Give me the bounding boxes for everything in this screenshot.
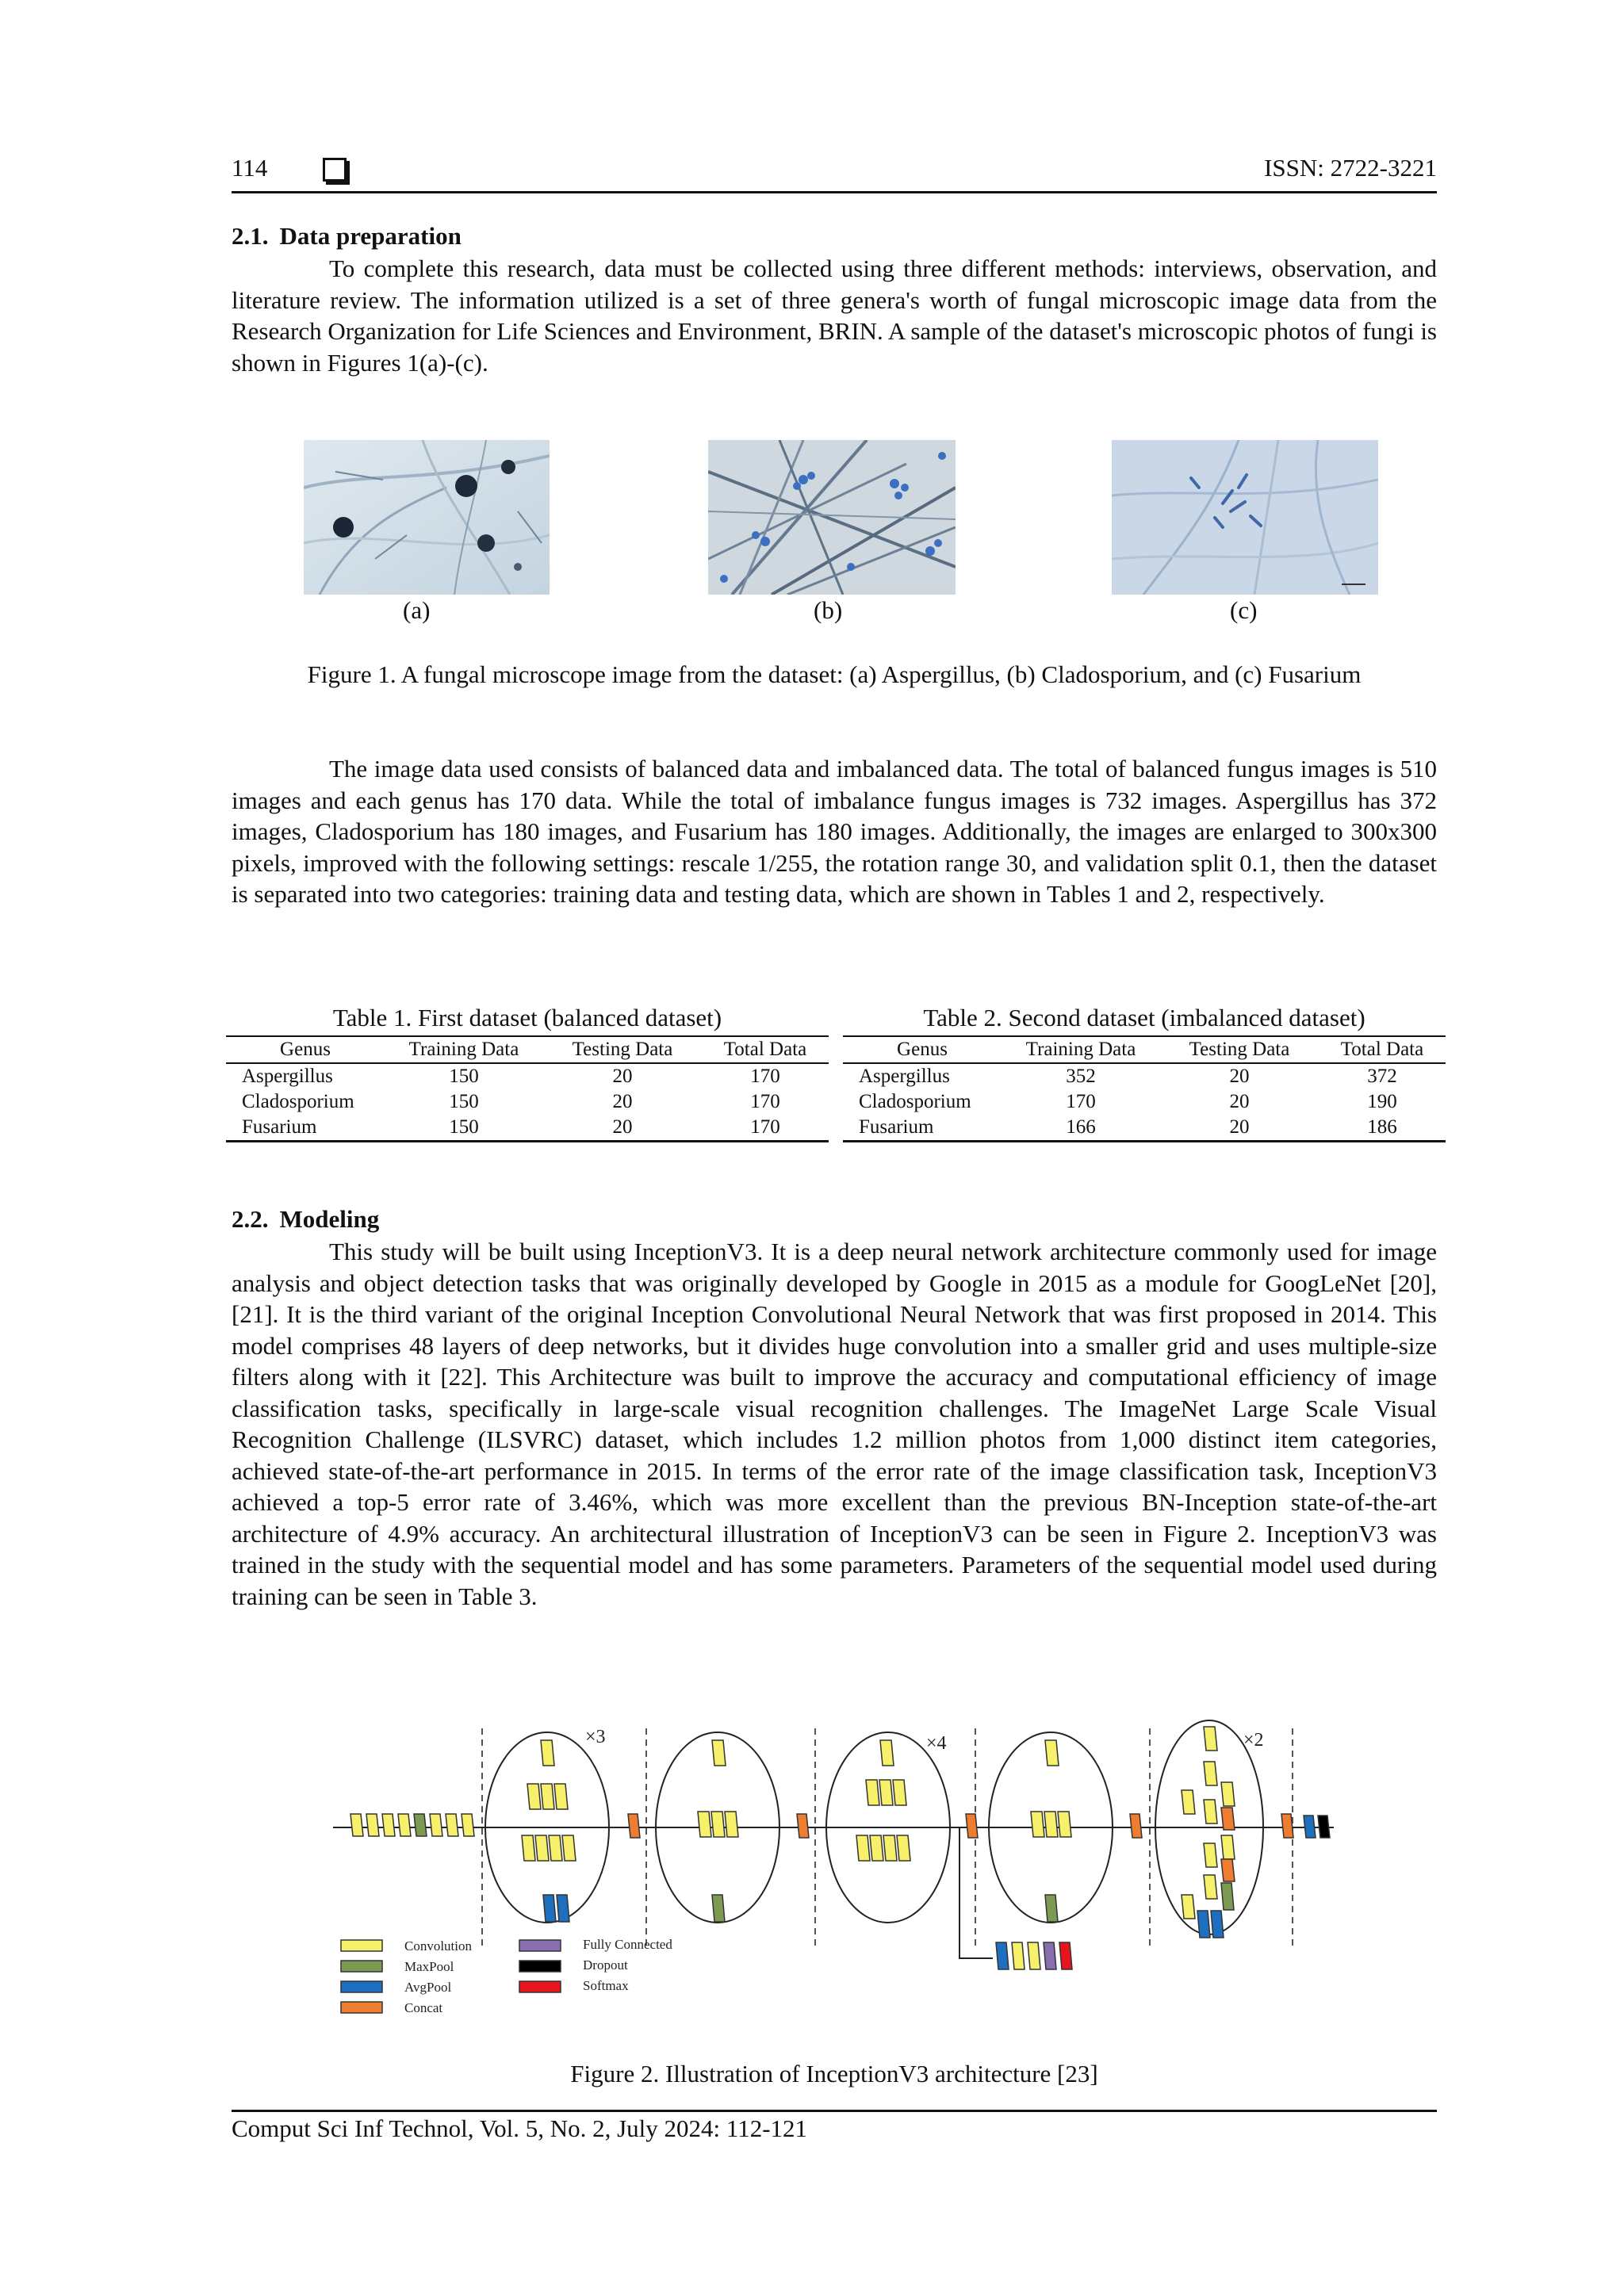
footer-rule bbox=[232, 2110, 1437, 2112]
table-cell: 170 bbox=[750, 1091, 780, 1112]
figure2-diagram bbox=[333, 1705, 1348, 2030]
repeat-label-x4: ×4 bbox=[926, 1733, 947, 1754]
repeat-label-x3: ×3 bbox=[585, 1727, 606, 1747]
table-cell: 20 bbox=[543, 1115, 702, 1142]
table-cell: 150 bbox=[449, 1066, 479, 1087]
figure1-image-fusarium bbox=[1112, 440, 1378, 595]
issn: ISSN: 2722-3221 bbox=[1264, 154, 1437, 182]
footer-citation: Comput Sci Inf Technol, Vol. 5, No. 2, July 2024: 112-121 bbox=[232, 2114, 808, 2142]
table-cell: 166 bbox=[1002, 1115, 1160, 1142]
table-cell: 20 bbox=[1229, 1066, 1250, 1087]
legend-dropout: Dropout bbox=[583, 1957, 628, 1973]
table-row bbox=[226, 1115, 829, 1142]
table2-header: Testing Data bbox=[1160, 1036, 1319, 1063]
table-cell: 190 bbox=[1367, 1091, 1397, 1112]
table2-header: Total Data bbox=[1319, 1036, 1446, 1063]
table-cell: 20 bbox=[612, 1091, 633, 1112]
page-number: 114 bbox=[232, 154, 268, 182]
paragraph-data-prep-2: The image data used consists of balanced data and imbalanced data. The total of balanced fungus images is 510 images and each genus has 170 data. While the total of imbalance fungus images is 732 images. Aspergillus has 372 images, Cladosporium has 180 images, and Fusarium has 180 images. Additionally, the images are enlarged to 300x300 pixels, improved with the following settings: rescale 1/255, the rotation range 30, and validation split 0.1, then the dataset is separated into two categories: training data and testing data, which are shown in Tables 1 and 2, respectively. bbox=[232, 755, 1437, 908]
table-row bbox=[226, 1089, 829, 1115]
section-heading-data-preparation bbox=[232, 222, 462, 251]
table-cell: Aspergillus bbox=[859, 1066, 950, 1087]
table-row bbox=[843, 1063, 1446, 1089]
figure2-caption: Figure 2. Illustration of InceptionV3 architecture [23] bbox=[570, 2060, 1098, 2087]
table-cell: 150 bbox=[449, 1091, 479, 1112]
figure1-image-aspergillus bbox=[304, 440, 550, 595]
table-cell: 150 bbox=[385, 1115, 543, 1142]
table1-header: Testing Data bbox=[543, 1036, 702, 1063]
figure1-label-b: (b) bbox=[814, 596, 843, 624]
legend-convolution: Convolution bbox=[404, 1938, 473, 1954]
paragraph-data-prep-1: To complete this research, data must be collected using three different methods: interviews, observation, and literature review. The information utilized is a set of three genera's worth of fungal microscopic image data from the Research Organization for Life Sciences and Environment, BRIN. A sample of the dataset's microscopic photos of fungi is shown in Figures 1(a)-(c). bbox=[232, 254, 1437, 377]
checkbox-icon bbox=[323, 158, 347, 182]
header-rule bbox=[232, 191, 1437, 193]
table1-caption: Table 1. First dataset (balanced dataset) bbox=[332, 1004, 722, 1031]
table1-header: Total Data bbox=[702, 1036, 829, 1063]
table-cell: 170 bbox=[750, 1066, 780, 1087]
section-number: 2.1. bbox=[232, 222, 269, 250]
legend-concat: Concat bbox=[404, 2000, 443, 2015]
table2-header: Training Data bbox=[1002, 1036, 1160, 1063]
figure1-caption: Figure 1. A fungal microscope image from the dataset: (a) Aspergillus, (b) Cladosporium, and (c) Fusarium bbox=[307, 660, 1362, 688]
paragraph-modeling-1: This study will be built using InceptionV3. It is a deep neural network architecture commonly used for image analysis and object detection tasks that was originally developed by Google in 2015 as a module for GoogLeNet [20], [21]. It is the third variant of the original Inception Convolutional Neural Network that was first proposed in 2014. This model comprises 48 layers of deep networks, but it divides huge convolution into a smaller grid and uses multiple-size filters along with it [22]. This Architecture was built to improve the accuracy and computational efficiency of image classification tasks, specifically in large-scale visual recognition challenges. The ImageNet Large Scale Visual Recognition Challenge (ILSVRC) dataset, which includes 1.2 million photos from 1,000 distinct item categories, achieved state-of-the-art performance in 2015. In terms of the error rate of the image classification task, InceptionV3 achieved a top-5 error rate of 3.46%, which was more excellent than the previous BN-Inception state-of-the-art architecture of 4.9% accuracy. An architectural illustration of InceptionV3 can be seen in Figure 2. InceptionV3 was trained in the study with the sequential model and has some parameters. Parameters of the sequential model used during training can be seen in Table 3. bbox=[232, 1238, 1437, 1610]
table-cell: Cladosporium bbox=[859, 1091, 971, 1112]
legend-maxpool: MaxPool bbox=[404, 1959, 454, 1974]
figure1-label-c: (c) bbox=[1230, 596, 1258, 624]
table2-caption: Table 2. Second dataset (imbalanced dataset) bbox=[923, 1004, 1365, 1031]
table-cell: 20 bbox=[612, 1066, 633, 1087]
table-cell: 20 bbox=[1229, 1091, 1250, 1112]
legend-avgpool: AvgPool bbox=[404, 1980, 452, 1995]
table-cell: Fusarium bbox=[843, 1115, 1002, 1142]
table-cell: 170 bbox=[702, 1115, 829, 1142]
table1 bbox=[226, 1035, 829, 1142]
section-heading-modeling bbox=[232, 1205, 379, 1234]
table-cell: Aspergillus bbox=[242, 1066, 333, 1087]
table-cell: Fusarium bbox=[226, 1115, 385, 1142]
table-cell: 372 bbox=[1367, 1066, 1397, 1087]
section-title: Modeling bbox=[279, 1205, 380, 1233]
repeat-label-x2: ×2 bbox=[1243, 1730, 1264, 1751]
section-title: Data preparation bbox=[279, 222, 462, 250]
figure1-label-a: (a) bbox=[403, 596, 431, 624]
table-cell: 352 bbox=[1066, 1066, 1096, 1087]
table-row bbox=[843, 1115, 1446, 1142]
table-cell: Cladosporium bbox=[242, 1091, 354, 1112]
legend-fully-connected: Fully Connected bbox=[583, 1937, 672, 1952]
table-cell: 20 bbox=[1160, 1115, 1319, 1142]
figure1-image-cladosporium bbox=[708, 440, 956, 595]
table2-header: Genus bbox=[843, 1036, 1002, 1063]
section-number: 2.2. bbox=[232, 1205, 269, 1233]
table2 bbox=[843, 1035, 1446, 1142]
table-cell: 186 bbox=[1319, 1115, 1446, 1142]
table-cell: 170 bbox=[1066, 1091, 1096, 1112]
table1-header: Genus bbox=[226, 1036, 385, 1063]
legend-softmax: Softmax bbox=[583, 1978, 629, 1993]
table-row bbox=[843, 1089, 1446, 1115]
table1-header: Training Data bbox=[385, 1036, 543, 1063]
table-row bbox=[226, 1063, 829, 1089]
